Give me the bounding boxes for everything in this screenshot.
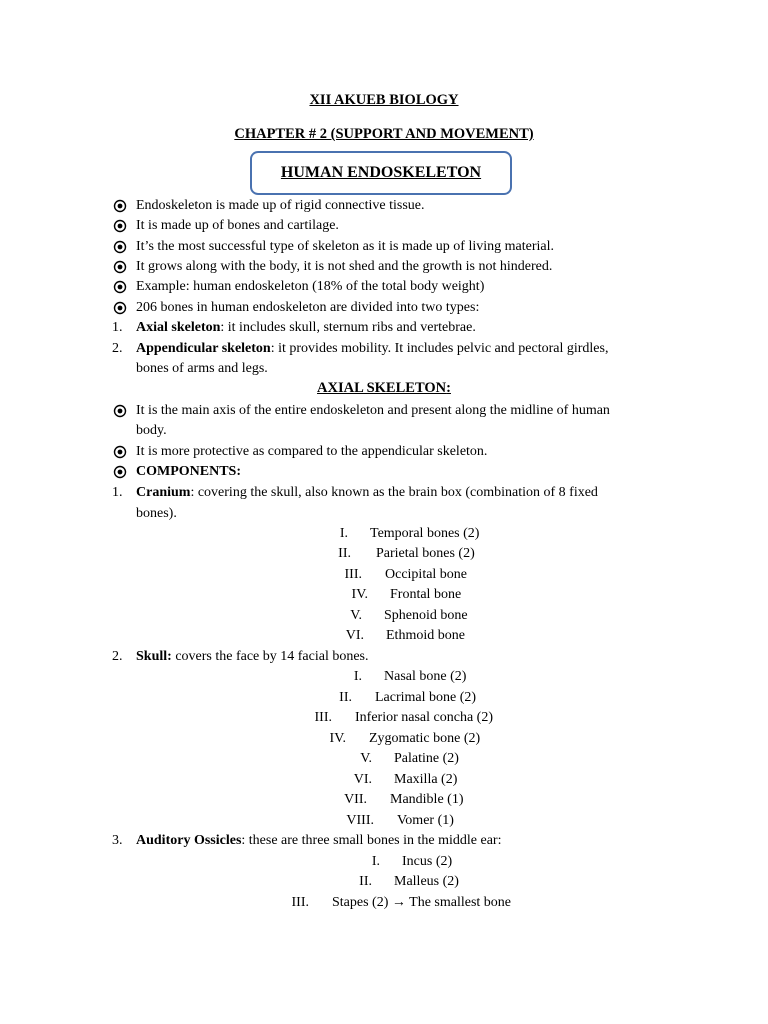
list-number: 2.	[112, 649, 123, 664]
bullet-text: It is more protective as compared to the appendicular skeleton.	[136, 444, 488, 459]
circled-dot-bullet-icon	[112, 444, 128, 460]
bullet-text: Endoskeleton is made up of rigid connective tissue.	[136, 198, 425, 213]
document-title: XII AKUEB BIOLOGY	[309, 92, 459, 108]
list-text	[136, 647, 369, 667]
section-heading-suffix: :	[446, 380, 451, 396]
bone-name: Lacrimal bone (2)	[375, 690, 477, 705]
bone-name: Malleus (2)	[394, 874, 459, 889]
roman-numeral: III.	[344, 567, 362, 582]
bone-name: Zygomatic bone (2)	[369, 731, 481, 746]
term-description: : it provides mobility. It includes pelvic and pectoral girdles,	[270, 341, 609, 356]
circled-dot-bullet-icon	[112, 279, 128, 295]
list-text	[136, 339, 608, 359]
bone-name: Occipital bone	[385, 567, 468, 582]
roman-numeral: IV.	[329, 731, 346, 746]
bone-name: Ethmoid bone	[386, 628, 465, 643]
bone-name: Palatine (2)	[394, 751, 459, 766]
bone-note: The smallest bone	[409, 895, 512, 910]
term-description: : these are three small bones in the middle ear:	[241, 833, 502, 848]
bone-name: Incus (2)	[402, 854, 453, 869]
roman-numeral: II.	[359, 874, 372, 889]
circled-dot-bullet-icon	[112, 239, 128, 255]
bone-name-with-note	[332, 893, 511, 913]
bullet-text: It is made up of bones and cartilage.	[136, 218, 339, 233]
roman-numeral: IV.	[351, 587, 368, 602]
bullet-text: 206 bones in human endoskeleton are divided into two types:	[136, 300, 480, 315]
bullet-text: It’s the most successful type of skeleton as it is made up of living material.	[136, 239, 554, 254]
term-auditory-ossicles: Auditory Ossicles	[136, 833, 242, 848]
circled-dot-bullet-icon	[112, 300, 128, 316]
bone-name: Parietal bones (2)	[376, 546, 475, 561]
roman-numeral: VI.	[345, 628, 364, 643]
bone-name: Inferior nasal concha (2)	[355, 710, 493, 725]
bone-name: Nasal bone (2)	[384, 669, 467, 684]
roman-numeral: V.	[360, 751, 372, 766]
roman-numeral: VIII.	[346, 813, 374, 828]
roman-numeral: III.	[314, 710, 332, 725]
list-number: 1.	[112, 320, 123, 335]
bone-name: Mandible (1)	[390, 792, 464, 807]
axial-skeleton-heading	[0, 380, 768, 397]
bone-name: Sphenoid bone	[384, 608, 468, 623]
roman-numeral: I.	[353, 669, 362, 684]
term-cranium: Cranium	[136, 485, 191, 500]
list-number: 1.	[112, 485, 123, 500]
bullet-text: It grows along with the body, it is not shed and the growth is not hindered.	[136, 259, 553, 274]
list-number: 2.	[112, 341, 123, 356]
circled-dot-bullet-icon	[112, 218, 128, 234]
right-arrow-icon: →	[391, 895, 406, 910]
bone-name: Temporal bones (2)	[370, 526, 480, 541]
roman-numeral: I.	[371, 854, 380, 869]
term-axial-skeleton: Axial skeleton	[136, 320, 221, 335]
list-text	[136, 483, 598, 503]
circled-dot-bullet-icon	[112, 259, 128, 275]
roman-numeral: II.	[338, 546, 351, 561]
roman-numeral: III.	[291, 895, 309, 910]
roman-numeral: VII.	[344, 792, 367, 807]
list-text	[136, 831, 501, 851]
circled-dot-bullet-icon	[112, 403, 128, 419]
chapter-heading: CHAPTER # 2 (SUPPORT AND MOVEMENT)	[234, 126, 534, 142]
term-description: : it includes skull, sternum ribs and vertebrae.	[220, 320, 476, 335]
bone-name: Maxilla (2)	[394, 772, 458, 787]
term-description-continued: bones of arms and legs.	[136, 361, 268, 376]
section-heading-text: AXIAL SKELETON	[317, 380, 447, 396]
term-skull: Skull:	[136, 649, 172, 664]
bullet-text: It is the main axis of the entire endoskeleton and present along the midline of human	[136, 403, 610, 418]
components-label: COMPONENTS:	[136, 464, 241, 479]
bone-name: Frontal bone	[390, 587, 462, 602]
bone-name: Vomer (1)	[397, 813, 454, 828]
term-appendicular-skeleton: Appendicular skeleton	[136, 341, 271, 356]
list-number: 3.	[112, 833, 123, 848]
bullet-text: Example: human endoskeleton (18% of the total body weight)	[136, 279, 485, 294]
bullet-text-continued: body.	[136, 423, 167, 438]
term-description: : covering the skull, also known as the brain box (combination of 8 fixed	[190, 485, 598, 500]
circled-dot-bullet-icon	[112, 198, 128, 214]
section-title: HUMAN ENDOSKELETON	[280, 164, 482, 181]
term-description-continued: bones).	[136, 506, 177, 521]
roman-numeral: II.	[339, 690, 352, 705]
roman-numeral: V.	[350, 608, 362, 623]
roman-numeral: I.	[339, 526, 348, 541]
term-description: covers the face by 14 facial bones.	[171, 649, 369, 664]
circled-dot-bullet-icon	[112, 464, 128, 480]
bone-name: Stapes (2)	[332, 895, 389, 910]
list-text	[136, 318, 476, 338]
roman-numeral: VI.	[353, 772, 372, 787]
section-title-box	[250, 151, 512, 195]
